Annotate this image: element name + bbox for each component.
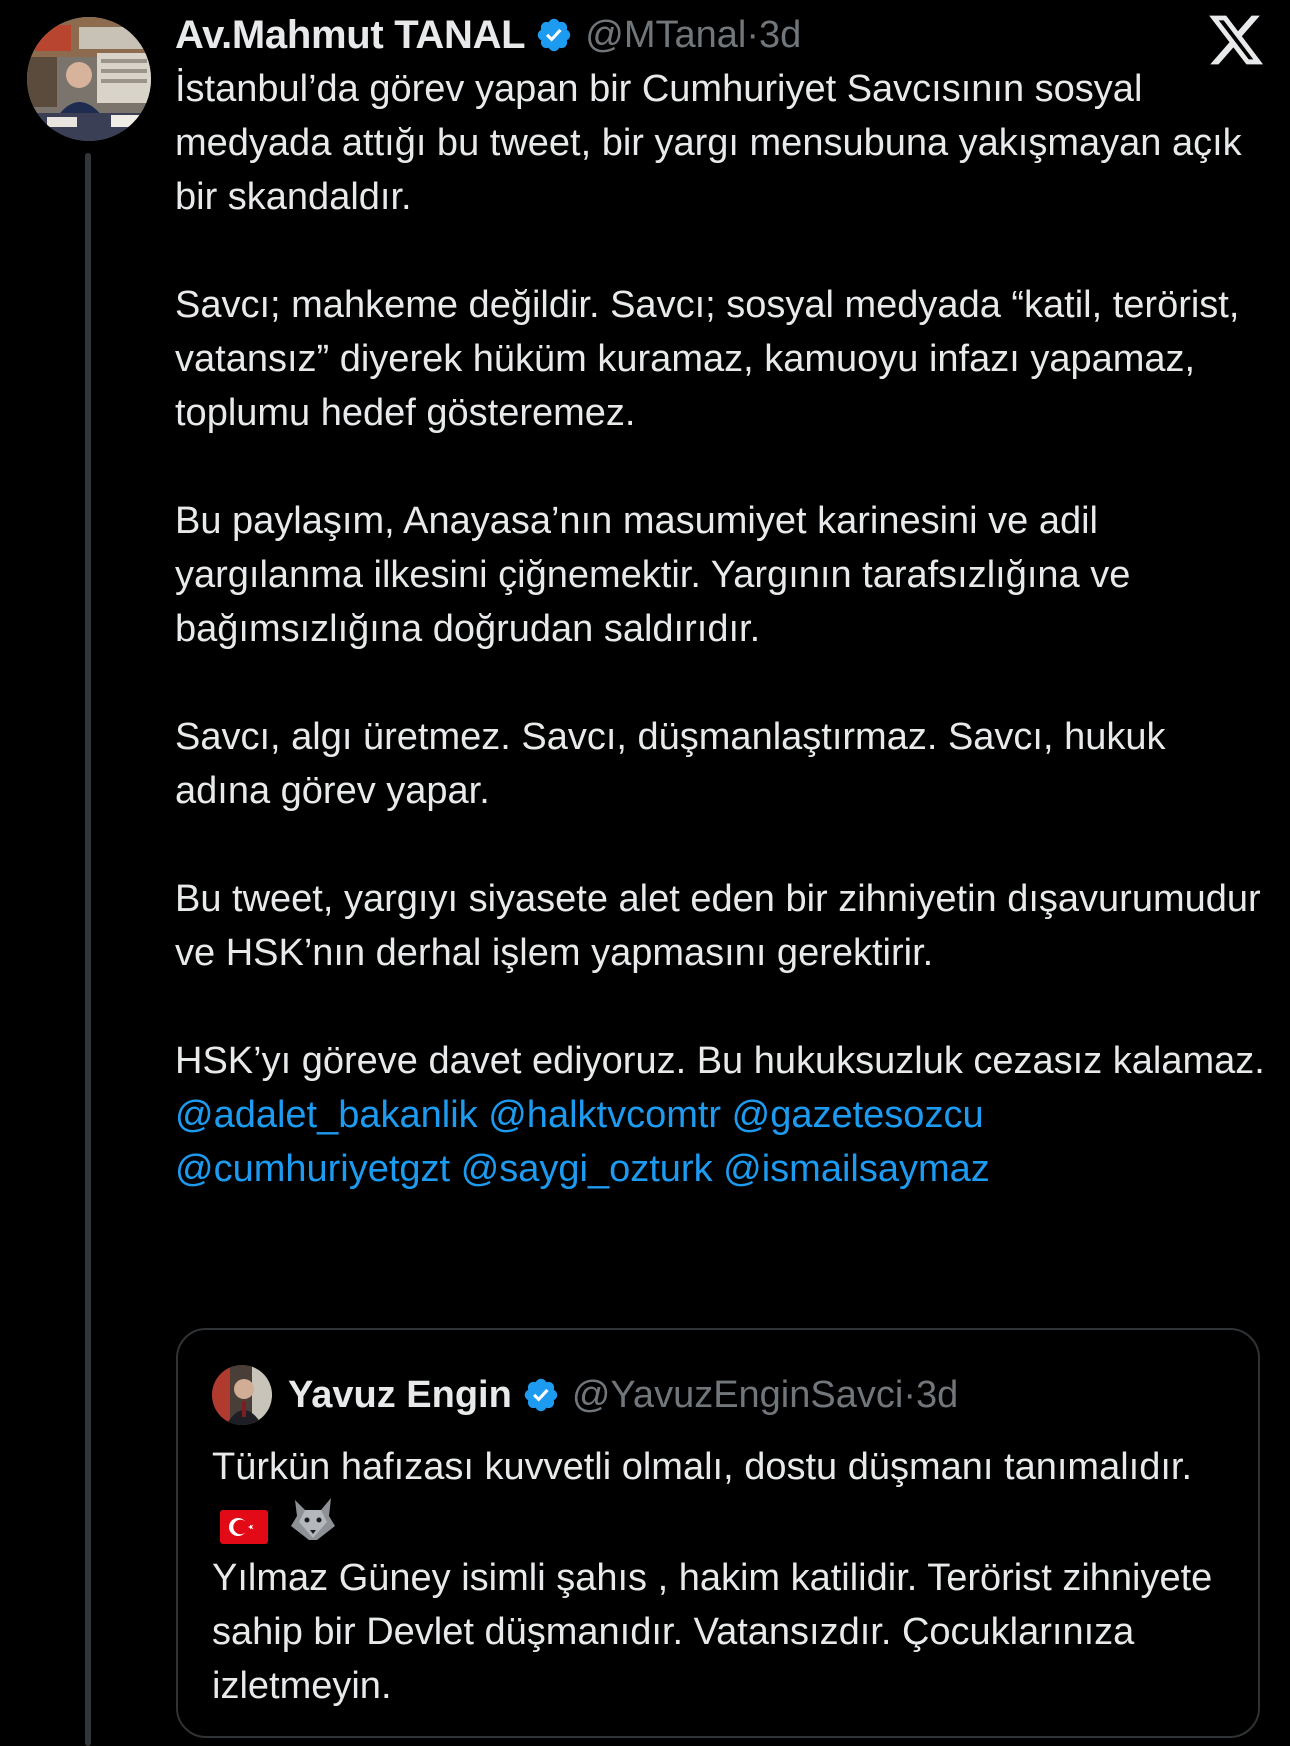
quoted-author-handle[interactable]: @YavuzEnginSavci [571, 1373, 904, 1416]
verified-badge-icon [522, 1376, 560, 1414]
thread-line [85, 153, 91, 1746]
author-name[interactable]: Av.Mahmut TANAL [175, 12, 526, 57]
mention-link[interactable]: @halktvcomtr [488, 1094, 722, 1136]
author-avatar-image [27, 17, 151, 141]
verified-badge-icon [535, 16, 573, 54]
tweet-text [175, 62, 1265, 1196]
quoted-author-name[interactable]: Yavuz Engin [288, 1373, 512, 1416]
meta-separator: · [903, 1373, 916, 1416]
tweet-closing [175, 1034, 1265, 1196]
tweet-closing-text: HSK’yı göreve davet ediyoruz. Bu hukuksuzluk cezasız kalamaz. [175, 1040, 1265, 1082]
mentions-line-2 [175, 1148, 990, 1190]
quoted-tweet-header [212, 1364, 958, 1426]
meta-separator: · [746, 13, 760, 56]
author-avatar[interactable] [27, 17, 151, 141]
mention-link[interactable]: @cumhuriyetgzt [175, 1148, 451, 1190]
mention-link[interactable]: @ismailsaymaz [723, 1148, 990, 1190]
quoted-tweet-timestamp[interactable]: 3d [915, 1373, 959, 1416]
mention-link[interactable]: @adalet_bakanlik [175, 1094, 478, 1136]
quoted-text-line-1: Türkün hafızası kuvvetli olmalı, dostu düşmanı tanımalıdır. [212, 1446, 1193, 1488]
tweet-paragraph: İstanbul’da görev yapan bir Cumhuriyet Savcısının sosyal medyada attığı bu tweet, bir yargı mensubuna yakışmayan açık bir skandaldır. [175, 68, 1242, 218]
mentions-line-1 [175, 1094, 984, 1136]
quoted-text-line-2: Yılmaz Güney isimli şahıs , hakim katilidir. Terörist zihniyete sahip bir Devlet düşmanıdır. Vatansızdır. Çocuklarınıza izletmeyin. [212, 1557, 1213, 1707]
tweet-paragraph: Savcı, algı üretmez. Savcı, düşmanlaştırmaz. Savcı, hukuk adına görev yapar. [175, 716, 1166, 812]
tweet-header [175, 10, 801, 60]
tweet-paragraph: Bu tweet, yargıyı siyasete alet eden bir zihniyetin dışavurumudur ve HSK’nın derhal işlem yapmasını gerektirir. [175, 878, 1261, 974]
tweet-paragraph: Savcı; mahkeme değildir. Savcı; sosyal medyada “katil, terörist, vatansız” diyerek hüküm kuramaz, kamuoyu infazı yapamaz, toplumu hedef gösteremez. [175, 284, 1240, 434]
tweet-timestamp[interactable]: 3d [759, 13, 802, 56]
wolf-emoji [287, 1494, 339, 1544]
mention-link[interactable]: @gazetesozcu [731, 1094, 984, 1136]
tweet-paragraph: Bu paylaşım, Anayasa’nın masumiyet karinesini ve adil yargılanma ilkesini çiğnemektir. Yargının tarafsızlığına ve bağımsızlığına doğrudan saldırıdır. [175, 500, 1131, 650]
quoted-tweet-card[interactable] [176, 1328, 1260, 1738]
x-logo-icon[interactable] [1206, 10, 1266, 70]
quoted-author-avatar-image [212, 1365, 272, 1425]
turkey-flag-emoji [220, 1510, 268, 1544]
mention-link[interactable]: @saygi_ozturk [460, 1148, 713, 1190]
quoted-author-avatar[interactable] [212, 1365, 272, 1425]
quoted-tweet-text [212, 1440, 1232, 1713]
author-handle[interactable]: @MTanal [585, 13, 747, 56]
